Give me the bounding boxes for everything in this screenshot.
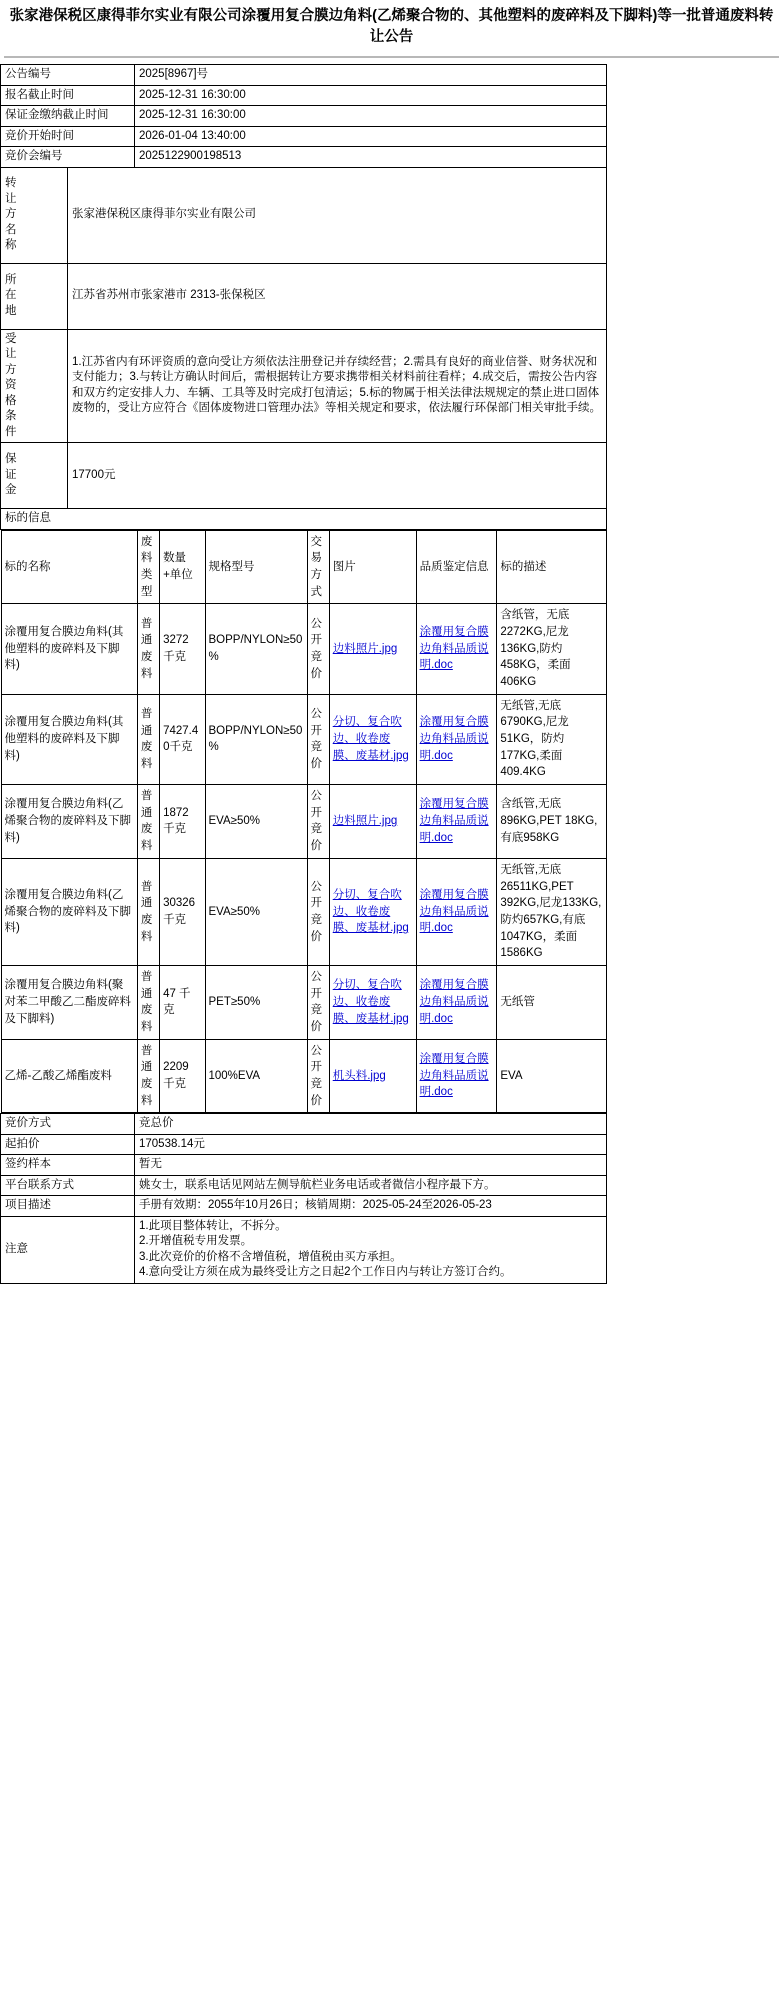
goods-image-link-text[interactable]: 分切、复合吹边、收卷废膜、废基材.jpg bbox=[332, 979, 409, 1025]
goods-quality-link-text[interactable]: 涂覆用复合膜边角料品质说明.doc bbox=[419, 1052, 489, 1099]
goods-spec: EVA≥50% bbox=[205, 858, 307, 965]
goods-section-title: 标的信息 bbox=[1, 509, 607, 530]
field-value: 张家港保税区康得菲尔实业有限公司 bbox=[68, 167, 607, 263]
goods-name: 乙烯-乙酸乙烯酯废料 bbox=[1, 1039, 137, 1113]
field-label: 平台联系方式 bbox=[1, 1175, 135, 1196]
table-row bbox=[1, 529, 607, 1114]
goods-waste-type: 普 通 废 料 bbox=[137, 1039, 159, 1113]
note-item: 4.意向受让方须在成为最终受让方之日起2个工作日内与转让方签订合约。 bbox=[139, 1266, 512, 1279]
page-title: 张家港保税区康得菲尔实业有限公司涂覆用复合膜边角料(乙烯聚合物的、其他塑料的废碎料及下脚料)等一批普通废料转让公告 bbox=[9, 8, 774, 46]
goods-qty-unit: 1872 千克 bbox=[160, 785, 205, 859]
goods-trade-method: 公 开 竞 价 bbox=[307, 1039, 329, 1113]
goods-image-link-text[interactable]: 分切、复合吹边、收卷废膜、废基材.jpg bbox=[332, 888, 409, 935]
goods-qty-unit: 30326千克 bbox=[160, 858, 205, 965]
goods-image-link[interactable] bbox=[329, 858, 416, 965]
table-row bbox=[1, 858, 606, 965]
table-row bbox=[1, 1175, 607, 1196]
field-label: 竞价开始时间 bbox=[1, 126, 135, 147]
table-row bbox=[1, 126, 607, 147]
col-header-quality-info: 品质鉴定信息 bbox=[416, 530, 497, 604]
goods-image-link-text[interactable]: 边料照片.jpg bbox=[332, 815, 398, 828]
goods-description: 无纸管,无底26511KG,PET 392KG,尼龙133KG,防灼657KG,有底1047KG，柔面1586KG bbox=[497, 858, 606, 965]
field-value: 暂无 bbox=[135, 1155, 607, 1176]
table-row bbox=[1, 147, 607, 168]
table-row bbox=[1, 509, 607, 530]
goods-image-link-text[interactable]: 边料照片.jpg bbox=[332, 642, 398, 655]
goods-qty-unit: 7427.40千克 bbox=[160, 694, 205, 784]
goods-image-link-text[interactable]: 分切、复合吹边、收卷废膜、废基材.jpg bbox=[332, 716, 409, 762]
goods-quality-link-text[interactable]: 涂覆用复合膜边角料品质说明.doc bbox=[419, 798, 489, 844]
field-label: 竞价方式 bbox=[1, 1114, 135, 1135]
project-description-value: 手册有效期：2055年10月26日；核销周期：2025-05-24至2026-05-23 bbox=[135, 1196, 607, 1217]
vertical-label-transferor-name: 转 让 方 名 称 bbox=[1, 167, 68, 263]
goods-image-link[interactable] bbox=[329, 604, 416, 694]
field-label: 保证金缴纳截止时间 bbox=[1, 106, 135, 127]
goods-qty-unit: 2209 千克 bbox=[160, 1039, 205, 1113]
vertical-label-deposit: 保 证 金 bbox=[1, 443, 68, 509]
goods-image-link[interactable] bbox=[329, 965, 416, 1039]
table-row bbox=[1, 785, 606, 859]
field-value: 2025122900198513 bbox=[135, 147, 607, 168]
goods-quality-link-text[interactable]: 涂覆用复合膜边角料品质说明.doc bbox=[419, 716, 489, 762]
note-item: 1.此项目整体转让，不拆分。 bbox=[139, 1219, 287, 1232]
goods-image-link[interactable] bbox=[329, 694, 416, 784]
goods-description: 含纸管，无底2272KG,尼龙136KG,防灼458KG，柔面406KG bbox=[497, 604, 606, 694]
goods-trade-method: 公 开 竞 价 bbox=[307, 965, 329, 1039]
table-row bbox=[1, 694, 606, 784]
goods-header-row bbox=[1, 530, 606, 604]
note-item: 3.此次竞价的价格不含增值税，增值税由买方承担。 bbox=[139, 1250, 402, 1263]
deposit-value: 17700元 bbox=[68, 443, 607, 509]
vertical-label-qualification: 受 让 方 资 格 条 件 bbox=[1, 329, 68, 443]
goods-spec: EVA≥50% bbox=[205, 785, 307, 859]
goods-image-link-text[interactable]: 机头料.jpg bbox=[332, 1069, 386, 1082]
goods-table-body bbox=[1, 530, 606, 1113]
col-header-description: 标的描述 bbox=[497, 530, 606, 604]
table-row bbox=[1, 1196, 607, 1217]
goods-name: 涂覆用复合膜边角料(乙烯聚合物的废碎料及下脚料) bbox=[1, 858, 137, 965]
table-row bbox=[1, 1216, 607, 1283]
goods-name: 涂覆用复合膜边角料(其他塑料的废碎料及下脚料) bbox=[1, 694, 137, 784]
table-row bbox=[1, 106, 607, 127]
goods-quality-link[interactable] bbox=[416, 785, 497, 859]
goods-waste-type: 普 通 废 料 bbox=[137, 858, 159, 965]
goods-spec: 100%EVA bbox=[205, 1039, 307, 1113]
goods-name: 涂覆用复合膜边角料(聚对苯二甲酸乙二酯废碎料及下脚料) bbox=[1, 965, 137, 1039]
goods-waste-type: 普 通 废 料 bbox=[137, 694, 159, 784]
col-header-spec: 规格型号 bbox=[205, 530, 307, 604]
notes-label: 注意 bbox=[1, 1216, 135, 1283]
goods-qty-unit: 47 千克 bbox=[160, 965, 205, 1039]
qualification-conditions-text: 1.江苏省内有环评资质的意向受让方须依法注册登记并存续经营；2.需具有良好的商业信誉、财务状况和支付能力；3.与转让方确认时间后，需根据转让方要求携带相关材料前往看样；4.成交后，需按公告内容和双方约定安排人力、车辆、工具等及时完成打包清运；5.标的物属于相关法律法规规定的禁止进口固体废物的，受让方应符合《固体废物进口管理办法》等相关规定和要求，依法履行环保部门相关审批手续。 bbox=[68, 329, 607, 443]
goods-table bbox=[1, 530, 607, 1114]
table-row bbox=[1, 443, 607, 509]
goods-waste-type: 普 通 废 料 bbox=[137, 604, 159, 694]
table-row bbox=[1, 1114, 607, 1135]
goods-quality-link[interactable] bbox=[416, 604, 497, 694]
field-label: 起拍价 bbox=[1, 1134, 135, 1155]
field-label: 项目描述 bbox=[1, 1196, 135, 1217]
table-row bbox=[1, 1039, 606, 1113]
title-divider bbox=[4, 56, 779, 58]
goods-quality-link[interactable] bbox=[416, 858, 497, 965]
field-value: 2025[8967]号 bbox=[135, 65, 607, 86]
goods-trade-method: 公 开 竞 价 bbox=[307, 785, 329, 859]
table-row bbox=[1, 1134, 607, 1155]
field-label: 报名截止时间 bbox=[1, 85, 135, 106]
goods-quality-link-text[interactable]: 涂覆用复合膜边角料品质说明.doc bbox=[419, 888, 489, 935]
goods-trade-method: 公 开 竞 价 bbox=[307, 858, 329, 965]
goods-trade-method: 公 开 竞 价 bbox=[307, 694, 329, 784]
goods-quality-link[interactable] bbox=[416, 694, 497, 784]
field-value: 江苏省苏州市张家港市 2313-张保税区 bbox=[68, 263, 607, 329]
goods-description: 无纸管,无底6790KG,尼龙51KG，防灼177KG,柔面409.4KG bbox=[497, 694, 606, 784]
col-header-waste-type: 废 料 类 型 bbox=[137, 530, 159, 604]
goods-name: 涂覆用复合膜边角料(乙烯聚合物的废碎料及下脚料) bbox=[1, 785, 137, 859]
table-row bbox=[1, 65, 607, 86]
table-row bbox=[1, 263, 607, 329]
goods-description: EVA bbox=[497, 1039, 606, 1113]
goods-waste-type: 普 通 废 料 bbox=[137, 965, 159, 1039]
field-label: 公告编号 bbox=[1, 65, 135, 86]
table-row bbox=[1, 604, 606, 694]
announcement-table bbox=[0, 64, 607, 1284]
goods-quality-link-text[interactable]: 涂覆用复合膜边角料品质说明.doc bbox=[419, 979, 489, 1025]
col-header-qty-unit: 数量+单位 bbox=[160, 530, 205, 604]
table-row bbox=[1, 1155, 607, 1176]
table-row bbox=[1, 965, 606, 1039]
goods-spec: PET≥50% bbox=[205, 965, 307, 1039]
goods-spec: BOPP/NYLON≥50% bbox=[205, 694, 307, 784]
platform-contact-value: 姚女士，联系电话见网站左侧导航栏业务电话或者微信小程序最下方。 bbox=[135, 1175, 607, 1196]
goods-quality-link[interactable] bbox=[416, 965, 497, 1039]
col-header-image: 图片 bbox=[329, 530, 416, 604]
goods-name: 涂覆用复合膜边角料(其他塑料的废碎料及下脚料) bbox=[1, 604, 137, 694]
goods-quality-link-text[interactable]: 涂覆用复合膜边角料品质说明.doc bbox=[419, 626, 489, 672]
table-row bbox=[1, 329, 607, 443]
field-label: 竞价会编号 bbox=[1, 147, 135, 168]
starting-price-value: 170538.14元 bbox=[135, 1134, 607, 1155]
note-item: 2.开增值税专用发票。 bbox=[139, 1235, 253, 1248]
notes-list bbox=[135, 1216, 607, 1283]
goods-trade-method: 公 开 竞 价 bbox=[307, 604, 329, 694]
field-value: 2025-12-31 16:30:00 bbox=[135, 85, 607, 106]
field-label: 签约样本 bbox=[1, 1155, 135, 1176]
goods-quality-link[interactable] bbox=[416, 1039, 497, 1113]
goods-description: 无纸管 bbox=[497, 965, 606, 1039]
col-header-trade-method: 交 易 方 式 bbox=[307, 530, 329, 604]
goods-description: 含纸管,无底896KG,PET 18KG,有底958KG bbox=[497, 785, 606, 859]
field-value: 2026-01-04 13:40:00 bbox=[135, 126, 607, 147]
goods-image-link[interactable] bbox=[329, 785, 416, 859]
goods-image-link[interactable] bbox=[329, 1039, 416, 1113]
goods-qty-unit: 3272 千克 bbox=[160, 604, 205, 694]
goods-spec: BOPP/NYLON≥50% bbox=[205, 604, 307, 694]
field-value: 竞总价 bbox=[135, 1114, 607, 1135]
col-header-name: 标的名称 bbox=[1, 530, 137, 604]
field-value: 2025-12-31 16:30:00 bbox=[135, 106, 607, 127]
table-row bbox=[1, 85, 607, 106]
vertical-label-location: 所 在 地 bbox=[1, 263, 68, 329]
table-row bbox=[1, 167, 607, 263]
goods-waste-type: 普 通 废 料 bbox=[137, 785, 159, 859]
